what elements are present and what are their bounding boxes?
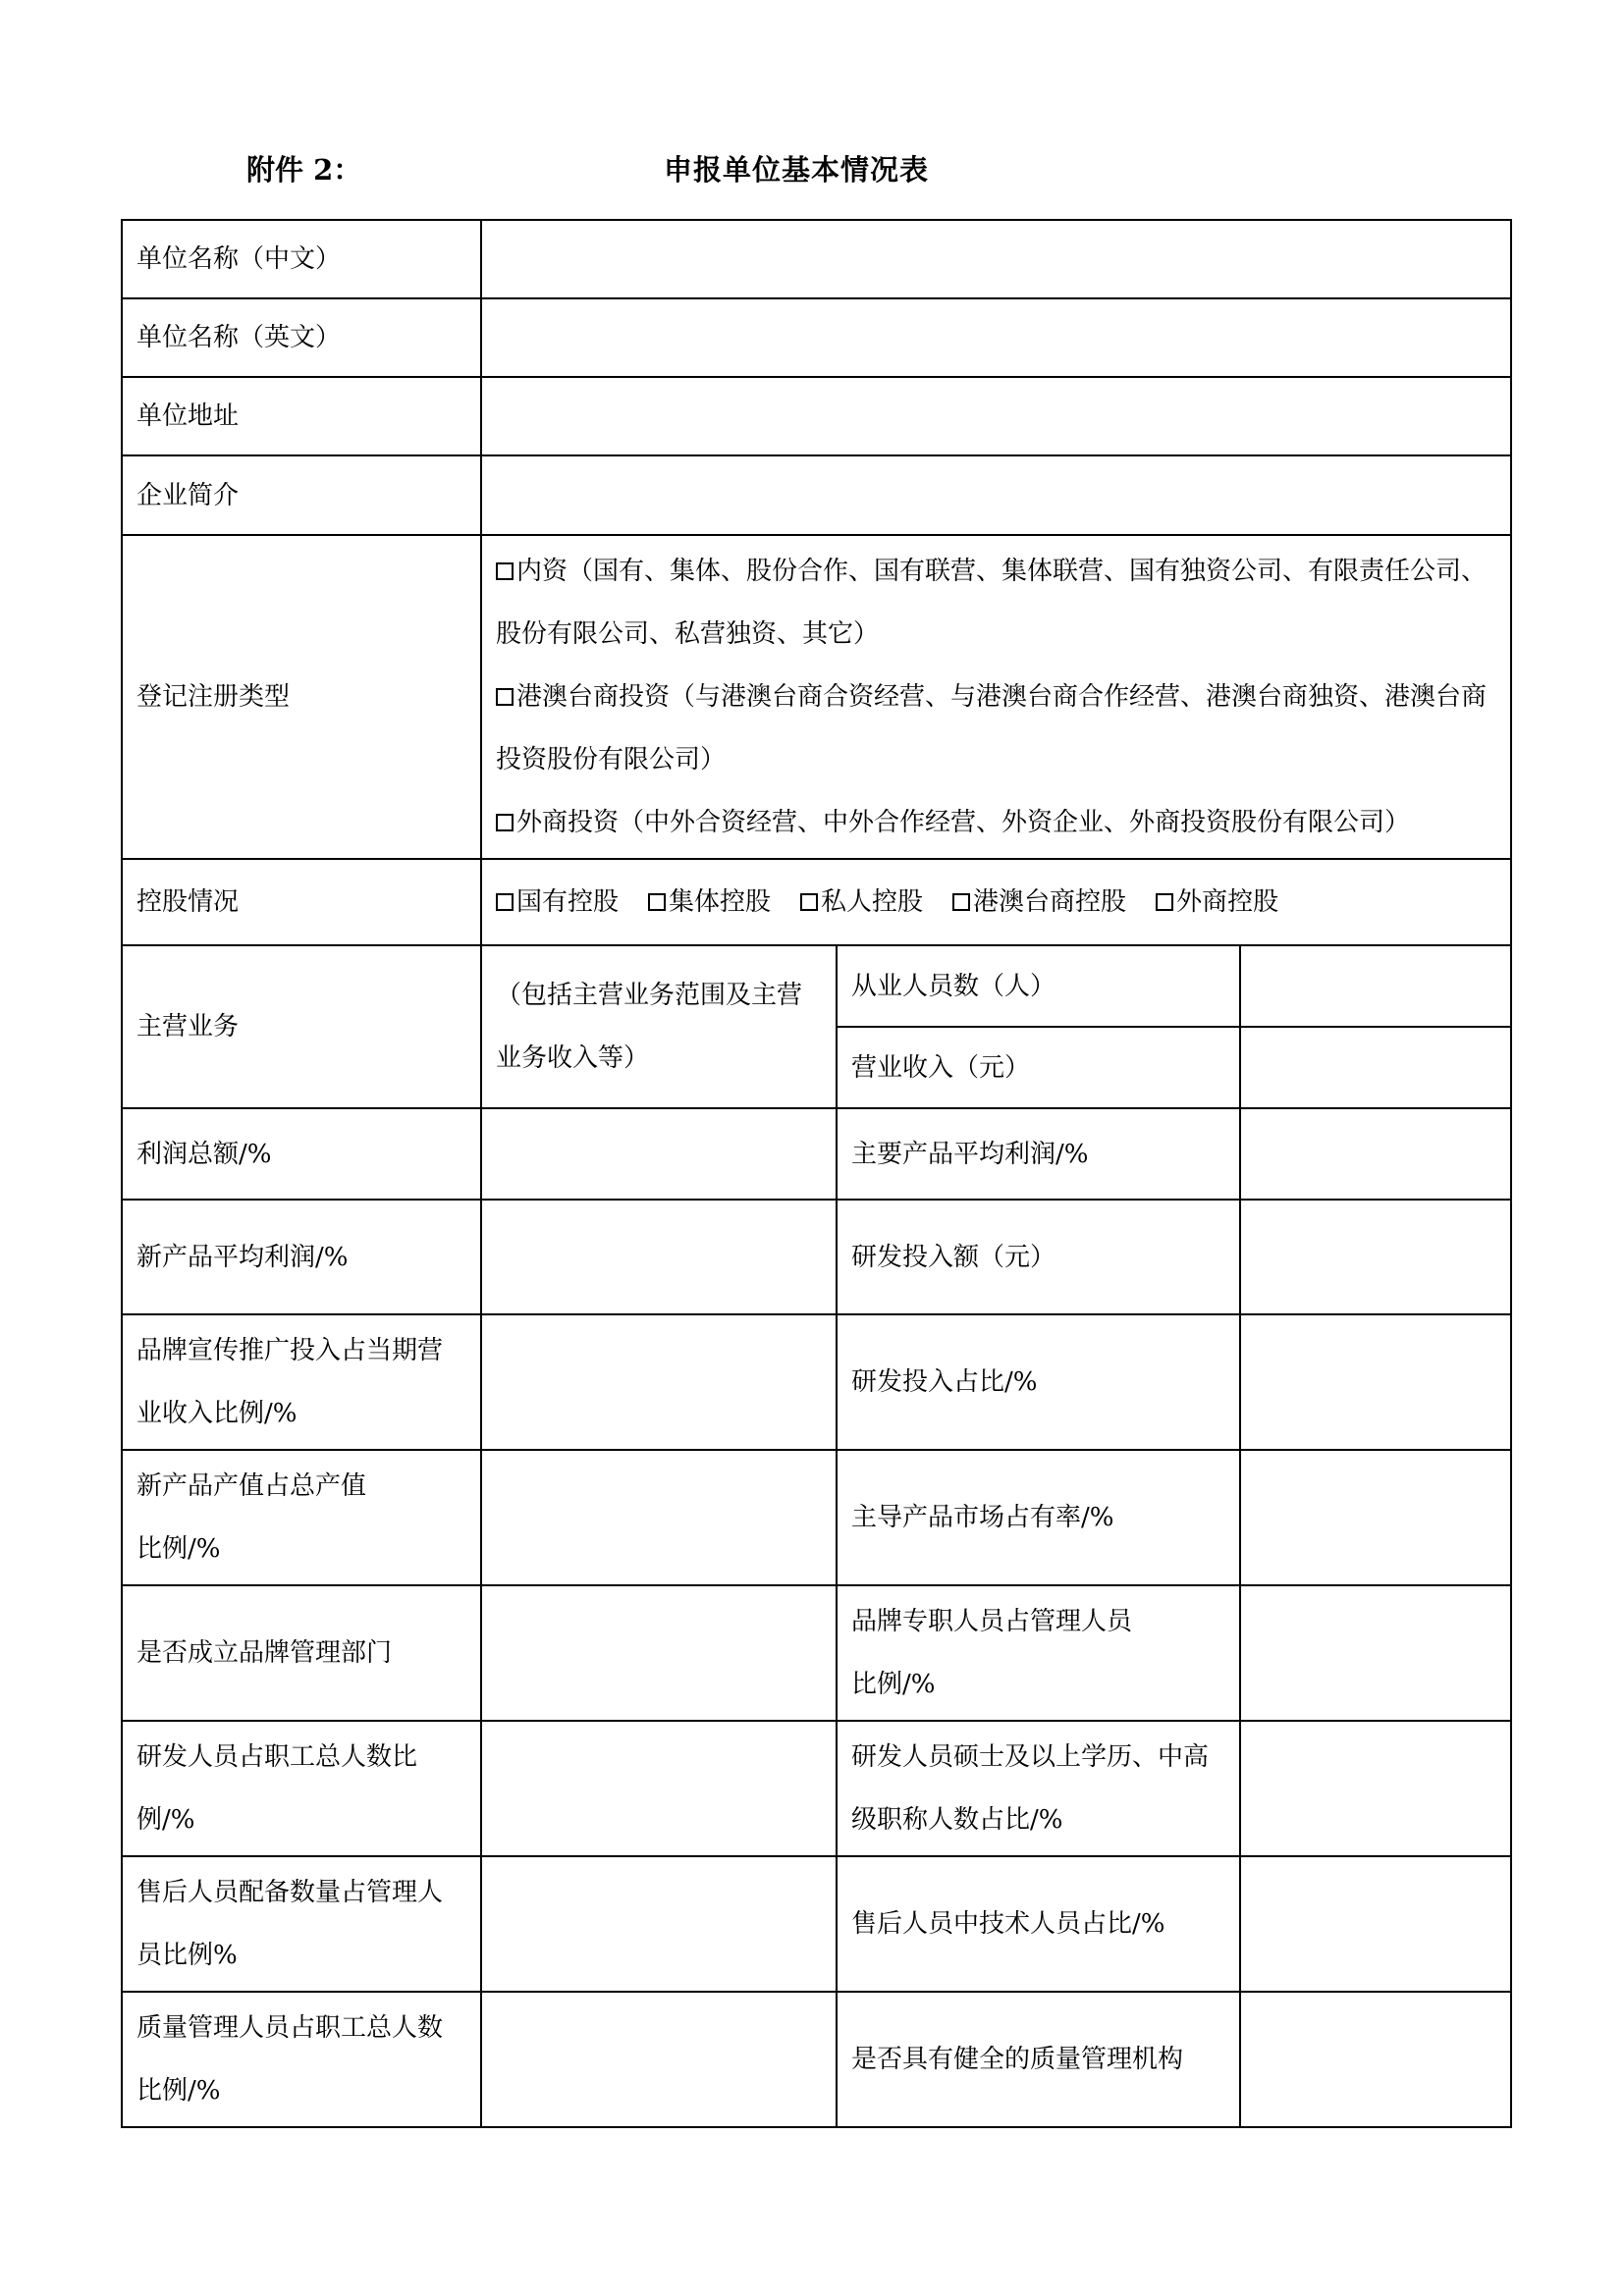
table-row [122, 455, 1511, 535]
label-rd-ratio: 研发投入占比/% [837, 1314, 1240, 1450]
checkbox-hmt[interactable] [496, 688, 514, 706]
checkbox-domestic[interactable] [496, 562, 514, 580]
input-profile[interactable] [481, 455, 1511, 535]
table-row [122, 1314, 1511, 1450]
label-rd-investment: 研发投入额（元） [837, 1200, 1240, 1314]
attachment-label: 附件 2： [246, 153, 362, 187]
input-name-en[interactable] [481, 298, 1511, 377]
registration-option-domestic[interactable] [496, 540, 1496, 666]
option-label: 港澳台商控股 [973, 887, 1127, 917]
input-new-product-output-ratio[interactable] [481, 1450, 837, 1585]
label-main-product-profit: 主要产品平均利润/% [837, 1108, 1240, 1200]
table-row [122, 945, 1511, 1027]
input-new-product-profit[interactable] [481, 1200, 837, 1314]
table-row [122, 1856, 1511, 1992]
label-holding: 控股情况 [122, 859, 481, 945]
table-row [122, 1992, 1511, 2127]
holding-option-state[interactable] [496, 871, 619, 934]
label-line: 品牌专职人员占管理人员 [851, 1607, 1133, 1636]
table-row [122, 1450, 1511, 1585]
label-revenue: 营业收入（元） [837, 1027, 1240, 1108]
input-brand-dept[interactable] [481, 1585, 837, 1721]
input-brand-promo-ratio[interactable] [481, 1314, 837, 1450]
holding-option-hmt[interactable] [952, 871, 1126, 934]
label-aftersales-tech-ratio: 售后人员中技术人员占比/% [837, 1856, 1240, 1992]
registration-option-foreign[interactable] [496, 791, 1496, 854]
table-row [122, 1721, 1511, 1856]
page-title: 申报单位基本情况表 [664, 153, 930, 187]
label-brand-staff-ratio [837, 1585, 1240, 1721]
label-quality-org: 是否具有健全的质量管理机构 [837, 1992, 1240, 2127]
label-rd-master-ratio: 研发人员硕士及以上学历、中高级职称人数占比/% [837, 1721, 1240, 1856]
table-row [122, 377, 1511, 455]
input-name-cn[interactable] [481, 220, 1511, 298]
page-header [0, 145, 1624, 194]
option-label: 外商控股 [1176, 887, 1279, 917]
label-quality-staff-ratio: 质量管理人员占职工总人数比例/% [122, 1992, 481, 2127]
option-label: 港澳台商投资（与港澳台商合资经营、与港澳台商合作经营、港澳台商独资、港澳台商投资股份有限公司） [496, 682, 1488, 774]
label-brand-dept: 是否成立品牌管理部门 [122, 1585, 481, 1721]
label-new-product-profit: 新产品平均利润/% [122, 1200, 481, 1314]
option-label: 私人控股 [821, 887, 924, 917]
label-name-cn: 单位名称（中文） [122, 220, 481, 298]
label-line: 新产品产值占总产值 [136, 1471, 367, 1501]
option-label: 内资（国有、集体、股份合作、国有联营、集体联营、国有独资公司、有限责任公司、股份有限公司、私营独资、其它） [496, 557, 1488, 649]
input-rd-investment[interactable] [1240, 1200, 1511, 1314]
holding-option-collective[interactable] [648, 871, 771, 934]
application-form-table [121, 219, 1512, 2128]
main-business-hint[interactable]: （包括主营业务范围及主营业务收入等） [481, 945, 837, 1108]
label-name-en: 单位名称（英文） [122, 298, 481, 377]
holding-option-foreign[interactable] [1156, 871, 1278, 934]
input-rd-master-ratio[interactable] [1240, 1721, 1511, 1856]
input-main-product-profit[interactable] [1240, 1108, 1511, 1200]
label-registration-type: 登记注册类型 [122, 535, 481, 859]
checkbox-collective[interactable] [648, 893, 666, 911]
table-row [122, 1108, 1511, 1200]
label-rd-staff-ratio: 研发人员占职工总人数比例/% [122, 1721, 481, 1856]
checkbox-foreign[interactable] [496, 814, 514, 831]
input-revenue[interactable] [1240, 1027, 1511, 1108]
label-main-business: 主营业务 [122, 945, 481, 1108]
input-rd-staff-ratio[interactable] [481, 1721, 837, 1856]
checkbox-state[interactable] [496, 893, 514, 911]
input-employees[interactable] [1240, 945, 1511, 1027]
label-new-product-output-ratio [122, 1450, 481, 1585]
checkbox-hmt-holding[interactable] [952, 893, 970, 911]
input-aftersales-tech-ratio[interactable] [1240, 1856, 1511, 1992]
label-employees: 从业人员数（人） [837, 945, 1240, 1027]
checkbox-foreign-holding[interactable] [1156, 893, 1173, 911]
registration-option-hmt[interactable] [496, 666, 1496, 791]
input-brand-staff-ratio[interactable] [1240, 1585, 1511, 1721]
input-quality-org[interactable] [1240, 1992, 1511, 2127]
label-line: 比例/% [136, 1534, 221, 1564]
table-row [122, 535, 1511, 859]
holding-option-private[interactable] [800, 871, 923, 934]
input-total-profit[interactable] [481, 1108, 837, 1200]
input-quality-staff-ratio[interactable] [481, 1992, 837, 2127]
label-address: 单位地址 [122, 377, 481, 455]
option-label: 国有控股 [516, 887, 620, 917]
option-label: 外商投资（中外合资经营、中外合作经营、外资企业、外商投资股份有限公司） [516, 808, 1411, 837]
input-rd-ratio[interactable] [1240, 1314, 1511, 1450]
checkbox-private[interactable] [800, 893, 818, 911]
label-profile: 企业简介 [122, 455, 481, 535]
label-market-share: 主导产品市场占有率/% [837, 1450, 1240, 1585]
label-line: 比例/% [851, 1670, 936, 1699]
table-row [122, 298, 1511, 377]
option-label: 集体控股 [669, 887, 772, 917]
table-row [122, 859, 1511, 945]
table-row [122, 1585, 1511, 1721]
holding-options [481, 859, 1511, 945]
input-address[interactable] [481, 377, 1511, 455]
table-row [122, 1200, 1511, 1314]
label-total-profit: 利润总额/% [122, 1108, 481, 1200]
input-aftersales-ratio[interactable] [481, 1856, 837, 1992]
label-brand-promo-ratio: 品牌宣传推广投入占当期营业收入比例/% [122, 1314, 481, 1450]
registration-options [481, 535, 1511, 859]
label-aftersales-ratio: 售后人员配备数量占管理人员比例% [122, 1856, 481, 1992]
table-row [122, 220, 1511, 298]
input-market-share[interactable] [1240, 1450, 1511, 1585]
